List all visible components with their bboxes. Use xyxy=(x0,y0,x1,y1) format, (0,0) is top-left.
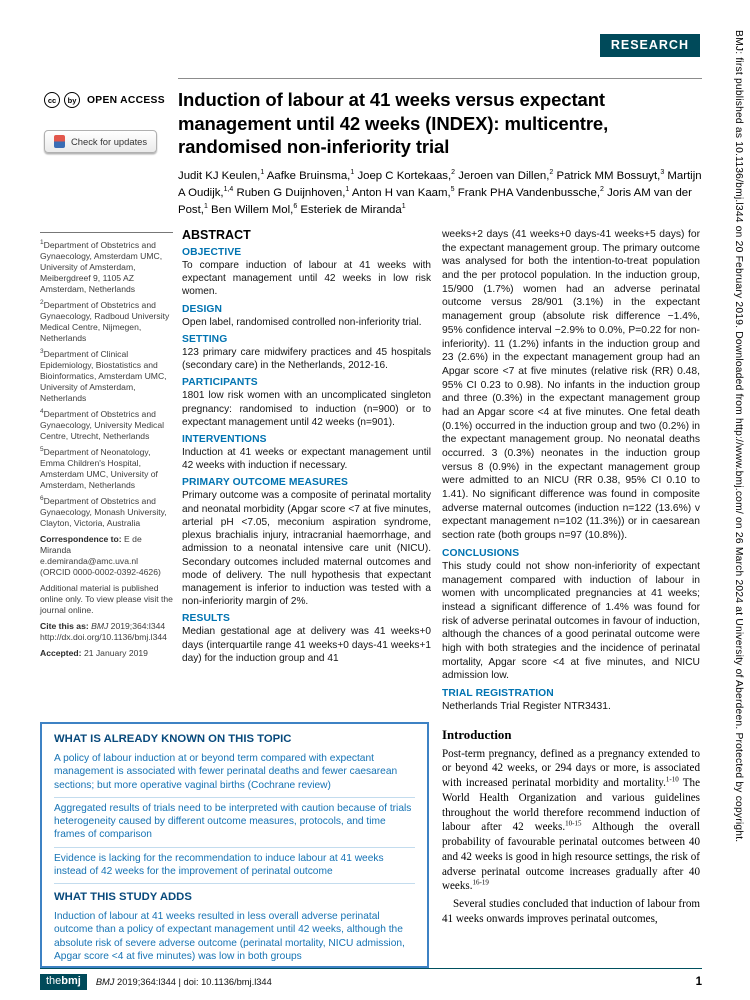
author-affiliation-ref: 2 xyxy=(451,169,456,177)
section-heading: INTERVENTIONS xyxy=(182,433,267,445)
section-body: 1801 low risk women with an uncomplicated singleton pregnancy: randomised to induction (n=900) or to expectant management until 42 weeks (n=901). xyxy=(182,390,431,428)
check-for-updates-label: Check for updates xyxy=(71,136,148,147)
author-affiliation-ref: 1 xyxy=(345,186,350,194)
cc-icon: cc xyxy=(44,92,60,108)
section-body: Open label, randomised controlled non-inferiority trial. xyxy=(182,316,422,328)
author: Joep C Kortekaas, xyxy=(357,170,452,183)
study-adds-heading: WHAT THIS STUDY ADDS xyxy=(54,891,192,903)
check-for-updates-button[interactable] xyxy=(44,130,157,153)
affiliation-text: Department of Neonatology, Emma Children's Hospital, Amsterdam UMC, University of Amsterdam, Netherlands xyxy=(40,447,158,490)
abstract-section-trial-registration xyxy=(442,688,700,714)
section-heading: CONCLUSIONS xyxy=(442,547,520,559)
affiliation xyxy=(40,496,173,529)
author: Martijn A Oudijk, xyxy=(178,170,702,200)
affiliation-number: 5 xyxy=(40,446,44,454)
correspondence-orcid: (ORCID 0000-0002-0392-4626) xyxy=(40,567,161,577)
known-box-heading: WHAT IS ALREADY KNOWN ON THIS TOPIC xyxy=(54,733,292,745)
author-affiliation-ref: 1 xyxy=(350,169,355,177)
author-affiliation-ref: 2 xyxy=(600,186,604,194)
section-body: Primary outcome was a composite of perinatal mortality and neonatal morbidity (Apgar score <7 at five minutes, arterial pH <7.05, meconium aspiration syndrome, plexus brachialis injury, intracranial haemorrhage, and admission to a neonatal intensive care unit (NICU). Secondary outcomes included maternal outcomes and mode of delivery. The null hypothesis that expectant management is inferior to induction was tested with a non-inferiority margin of 2%. xyxy=(182,490,431,608)
affiliation-text: Department of Obstetrics and Gynaecology, University Medical Centre, Utrecht, Netherlands xyxy=(40,409,165,441)
author: Joris AM van der Post, xyxy=(178,187,692,217)
author-affiliation-ref: 6 xyxy=(293,203,298,211)
badges-column xyxy=(44,92,174,153)
author-affiliation-ref: 1 xyxy=(203,203,208,211)
abstract-section-design xyxy=(182,304,431,329)
open-access-label: OPEN ACCESS xyxy=(87,94,165,106)
correspondence-label: Correspondence to: xyxy=(40,534,122,544)
results-continued: weeks+2 days (41 weeks+0 days-41 weeks+5 days) for the expectant management group. The primary outcome was analysed for both the intention-to-treat population and the per protocol population. In the induction group, 15/900 (1.7%) women had an adverse perinatal outcome versus 28/901 (3.1%) in the expectant management group (absolute risk difference −1.4%, 95% confidence interval −2.9% to 0.0%, P=0.22 for non-inferiority). 11 (1.2%) infants in the induction group and 23 (2.6%) in the expectant management group had an Apgar score <7 at five minutes (relative risk (RR) 0.48, 95% CI 0.23 to 0.98). No infants in the induction group and three (0.3%) in the expectant management group had an Apgar score <4 at five minutes. One fetal death (0.1%) occurred in the induction group and two (0.2%) in the expectant management group. No neonatal deaths occurred. 3 (0.3%) neonates in the induction group versus 8 (0.9%) in the expectant management group were admitted to an NICU (RR 0.38, 95% CI 0.10 to 1.41). No significant difference was found in composite adverse maternal outcomes (induction n=122 (13.6%) v expectant management n=102 (11.3%)) or in caesarean section rate (both groups n=97 (10.8%)). xyxy=(442,229,700,542)
correspondence-name: E de Miranda xyxy=(40,534,142,555)
section-heading: PRIMARY OUTCOME MEASURES xyxy=(182,477,349,489)
section-heading: TRIAL REGISTRATION xyxy=(442,688,554,699)
abstract-section-setting xyxy=(182,334,431,372)
bmj-logo-the: the xyxy=(46,974,62,987)
author: Jeroen van Dillen, xyxy=(458,170,550,183)
footer-citation-journal: BMJ xyxy=(95,976,115,987)
affiliation-number: 1 xyxy=(40,239,44,247)
reference-marker: 1-10 xyxy=(665,775,679,784)
abstract-column xyxy=(182,228,431,720)
what-is-known-box xyxy=(40,722,429,968)
accepted-label: Accepted: xyxy=(40,648,84,658)
section-heading: PARTICIPANTS xyxy=(182,377,258,389)
affiliation-number: 4 xyxy=(40,408,44,416)
bmj-logo xyxy=(40,974,87,990)
abstract-section-conclusions xyxy=(442,548,700,683)
affiliation-text: Department of Clinical Epidemiology, Biostatistics and Bioinformatics, Amsterdam UMC, University of Amsterdam, Netherlands xyxy=(40,349,167,403)
author: Anton H van Kaam, xyxy=(351,187,451,200)
author-affiliation-ref: 5 xyxy=(450,186,455,194)
right-column xyxy=(442,228,700,972)
bmj-logo-bmj: bmj xyxy=(61,974,81,987)
research-banner: RESEARCH xyxy=(600,34,700,57)
abstract-section-results xyxy=(182,613,431,665)
footer-citation xyxy=(96,977,272,987)
body-text: The World Health Organization and various guidelines throughout the world therefore recommend induction of labour after 42 weeks. xyxy=(442,777,700,834)
section-body: Netherlands Trial Register NTR3431. xyxy=(442,701,611,712)
known-box-item: Evidence is lacking for the recommendation to induce labour at 41 weeks instead of 42 weeks for the improvement of perinatal outcome xyxy=(54,848,415,885)
cite-this-as xyxy=(40,621,173,643)
cc-by-icon: by xyxy=(64,92,80,108)
footer-citation-rest: 2019;364:l344 | doi: 10.1136/bmj.l344 xyxy=(114,976,272,987)
affiliation-text: Department of Obstetrics and Gynaecology, Amsterdam UMC, University of Amsterdam, Meibergdreef 9, 1105 AZ Amsterdam, Netherlands xyxy=(40,240,163,294)
author: Ruben G Duijnhoven, xyxy=(236,187,346,200)
author: Judit KJ Keulen, xyxy=(178,170,261,183)
abstract-section-interventions xyxy=(182,434,431,472)
introduction-paragraph: Several studies concluded that induction of labour from 41 weeks onwards improves perinatal outcomes, xyxy=(442,898,700,925)
section-heading: SETTING xyxy=(182,333,228,345)
affiliation xyxy=(40,300,173,344)
affiliations-column xyxy=(40,232,173,664)
additional-material-note: Additional material is published online only. To view please visit the journal online. xyxy=(40,583,173,615)
affiliation-number: 3 xyxy=(40,348,44,356)
crossmark-icon xyxy=(54,135,65,148)
known-box-item: A policy of labour induction at or beyond term compared with expectant management is associated with fewer perinatal deaths and fewer caesarean sections; but more operative vaginal births (Cochrane review) xyxy=(54,748,415,798)
affiliation-number: 2 xyxy=(40,299,44,307)
abstract-section-participants xyxy=(182,377,431,429)
author: Ben Willem Mol, xyxy=(211,204,294,217)
section-body: To compare induction of labour at 41 weeks with expectant management until 42 weeks in low risk women. xyxy=(182,260,431,298)
section-body: Median gestational age at delivery was 41 weeks+0 days (interquartile range 41 weeks+0 days-41 weeks+1 day) for the induction group and 41 xyxy=(182,626,431,664)
section-heading: RESULTS xyxy=(182,613,230,625)
known-box-item: Aggregated results of trials need to be interpreted with caution because of trials heterogeneity caused by different outcome measures, protocols, and time frames of comparison xyxy=(54,798,415,848)
section-body: This study could not show non-inferiority of expectant management compared with induction of labour in women with uncomplicated pregnancies at 41 weeks; instead a significant difference of 1.4% was found for risk of adverse perinatal outcomes in favour of induction, although the chances of a good perinatal outcome were high with both strategies and the incidence of perinatal mortality, Apgar score <4 at five minutes, and NICU admission low. xyxy=(442,560,700,682)
affiliation-number: 6 xyxy=(40,495,44,503)
accepted-date xyxy=(40,648,173,659)
cite-label: Cite this as: xyxy=(40,621,92,631)
author-affiliation-ref: 1 xyxy=(260,169,265,177)
reference-marker: 16-19 xyxy=(472,878,489,887)
affiliation xyxy=(40,409,173,442)
accepted-value: 21 January 2019 xyxy=(83,648,148,658)
author-affiliation-ref: 2 xyxy=(549,169,554,177)
author: Frank PHA Vandenbussche, xyxy=(457,187,600,200)
introduction-heading: Introduction xyxy=(442,727,512,742)
abstract-heading: ABSTRACT xyxy=(182,228,251,242)
author: Aafke Bruinsma, xyxy=(266,170,351,183)
page-footer xyxy=(40,968,702,991)
introduction-paragraph xyxy=(442,747,700,895)
body-text: Although the overall probability of favourable perinatal outcomes between 40 and 42 weeks is good in high resource settings, the risk of adverse perinatal outcome increases gradually after 40 weeks. xyxy=(442,821,700,893)
affiliation xyxy=(40,349,173,404)
affiliation-text: Department of Obstetrics and Gynaecology, Radboud University Medical Centre, Nijmegen, Netherlands xyxy=(40,300,170,343)
correspondence xyxy=(40,534,173,578)
study-adds-item: Induction of labour at 41 weeks resulted in less overall adverse perinatal outcome than a policy of expectant management until 42 weeks, although the absolute risk of severe adverse outcome (perinatal mortality, NICU admission, Apgar score <4 at five minutes) was low in both groups xyxy=(54,911,405,962)
author: Esteriek de Miranda xyxy=(300,204,402,217)
body-text: Post-term pregnancy, defined as a pregnancy extended to or beyond 42 weeks, or 294 days or more, is associated with increased perinatal morbidity and mortality. xyxy=(442,747,700,790)
author-affiliation-ref: 3 xyxy=(660,169,665,177)
doi-link[interactable]: http://dx.doi.org/10.1136/bmj.l344 xyxy=(40,632,167,642)
section-body: 123 primary care midwifery practices and 45 hospitals (secondary care) in the Netherlands, 2012-16. xyxy=(182,346,431,372)
author-affiliation-ref: 1,4 xyxy=(223,186,234,194)
abstract-section-objective xyxy=(182,247,431,299)
author-list xyxy=(178,168,702,219)
author-affiliation-ref: 1 xyxy=(401,203,406,211)
section-heading: OBJECTIVE xyxy=(182,247,242,258)
affiliation xyxy=(40,447,173,491)
page-number: 1 xyxy=(695,975,702,988)
section-heading: DESIGN xyxy=(182,303,223,315)
affiliation-text: Department of Obstetrics and Gynaecology, Monash University, Clayton, Victoria, Australia xyxy=(40,496,167,528)
title-block xyxy=(178,78,702,219)
cite-journal: BMJ xyxy=(91,621,109,631)
abstract-section-primary-outcomes xyxy=(182,477,431,608)
author: Patrick MM Bossuyt, xyxy=(556,170,661,183)
affiliation xyxy=(40,240,173,295)
section-body: Induction at 41 weeks or expectant management until 42 weeks with induction if necessary. xyxy=(182,446,431,472)
cite-reference: 2019;364:l344 xyxy=(108,621,166,631)
open-access-badge xyxy=(44,92,174,108)
reference-marker: 10-15 xyxy=(565,819,582,828)
article-title: Induction of labour at 41 weeks versus expectant management until 42 weeks (INDEX): multicentre, randomised non-inferiority trial xyxy=(178,89,609,158)
vertical-copyright-text: BMJ: first published as 10.1136/bmj.l344 on 20 February 2019. Downloaded from http://www.bmj.com/ on 26 March 2024 at University of Aberdeen. Protected by copyright. xyxy=(733,30,744,843)
correspondence-email-link[interactable]: e.demiranda@amc.uva.nl xyxy=(40,556,139,566)
